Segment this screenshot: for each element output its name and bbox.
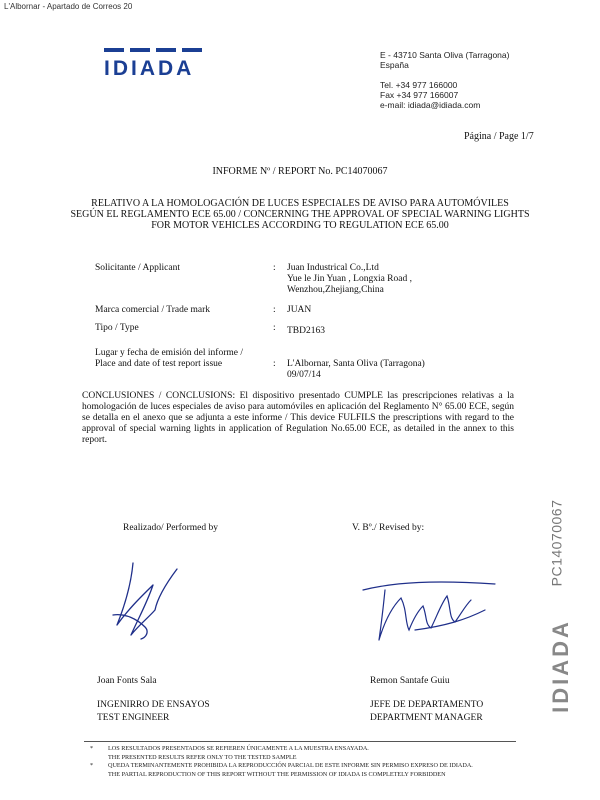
applicant-address-line: Yue le Jin Yuan , Longxia Road , bbox=[287, 274, 412, 284]
side-stamp bbox=[540, 490, 590, 720]
logo-text: IDIADA bbox=[104, 57, 195, 80]
performer-name: Joan Fonts Sala bbox=[97, 676, 157, 686]
top-caption: L'Albornar - Apartado de Correos 20 bbox=[4, 2, 133, 11]
footer-note-line: QUEDA TERMINANTEMENTE PROHIBIDA LA REPRODUCCIÓN PARCIAL DE ESTE INFORME SIN PERMISO EXPRESO DE IDIADA. bbox=[108, 762, 473, 769]
report-title: INFORME Nº / REPORT No. PC14070067 bbox=[212, 166, 388, 177]
fax-line: Fax +34 977 166007 bbox=[380, 90, 459, 100]
subject-line: RELATIVO A LA HOMOLOGACIÓN DE LUCES ESPECIALES DE AVISO PARA AUTOMÓVILES bbox=[91, 198, 509, 209]
subject-line: SEGÚN EL REGLAMENTO ECE 65.00 / CONCERNING THE APPROVAL OF SPECIAL WARNING LIGHTS bbox=[70, 209, 530, 220]
issue-place: L'Albornar, Santa Oliva (Tarragona) bbox=[287, 359, 425, 369]
type-label: Tipo / Type bbox=[95, 323, 139, 333]
performer-title-en: TEST ENGINEER bbox=[97, 713, 170, 723]
applicant-address-line: Wenzhou,Zhejiang,China bbox=[287, 285, 384, 295]
applicant-name: Juan Industrical Co.,Ltd bbox=[287, 263, 379, 273]
type-colon: : bbox=[273, 323, 276, 333]
side-logo bbox=[547, 608, 582, 718]
applicant-value bbox=[287, 263, 412, 296]
trade-mark-colon: : bbox=[273, 305, 276, 315]
side-reference-text: PC14070067 bbox=[548, 499, 565, 587]
footer-note bbox=[90, 745, 473, 762]
issue-place-label-line: Place and date of test report issue bbox=[95, 359, 223, 369]
applicant-colon: : bbox=[273, 263, 276, 273]
footnote-marker: * bbox=[90, 762, 94, 769]
performed-by-label: Realizado/ Performed by bbox=[123, 523, 218, 533]
footer-divider bbox=[84, 741, 516, 742]
trade-mark-label: Marca comercial / Trade mark bbox=[95, 305, 211, 315]
address-block bbox=[380, 50, 509, 110]
performer-title-es: INGENIRRO DE ENSAYOS bbox=[97, 700, 210, 710]
report-subject bbox=[60, 198, 540, 231]
conclusions-paragraph: CONCLUSIONES / CONCLUSIONS: El dispositivo presentado CUMPLE las prescripciones relativas a la homologación de luces especiales de aviso para automóviles en aplicación del Reglamento N° 65.00 ECE, según se detalla en el anexo que se adjunta a este informe / This device FULFILS the prescriptions with regard to the approval of special warning lights in application of Regulation No.65.00 ECE, as detailed in the annex to this report. bbox=[82, 391, 514, 445]
logo-dots bbox=[104, 48, 224, 54]
reviser-title-es: JEFE DE DEPARTAMENTO bbox=[370, 700, 484, 710]
email-line: e-mail: idiada@idiada.com bbox=[380, 100, 481, 110]
issue-place-colon: : bbox=[273, 359, 276, 369]
revised-by-label: V. Bº./ Revised by: bbox=[352, 523, 425, 533]
trade-mark-value: JUAN bbox=[287, 305, 312, 315]
footnote-marker: * bbox=[90, 745, 94, 752]
subject-line: FOR MOTOR VEHICLES ACCORDING TO REGULATION ECE 65.00 bbox=[151, 220, 449, 231]
footer-note bbox=[90, 762, 473, 779]
performer-signature bbox=[95, 555, 205, 645]
applicant-label: Solicitante / Applicant bbox=[95, 263, 180, 273]
footer-note-line: THE PARTIAL REPRODUCTION OF THIS REPORT WITHOUT THE PERMISSION OF IDIADA IS COMPLETELY FORBIDDEN bbox=[108, 770, 446, 778]
address-line bbox=[380, 70, 509, 80]
side-logo-text: IDIADA bbox=[547, 619, 573, 713]
issue-date: 09/07/14 bbox=[287, 370, 321, 380]
footer-note-line: THE PRESENTED RESULTS REFER ONLY TO THE TESTED SAMPLE bbox=[108, 753, 297, 761]
reviser-title-en: DEPARTMENT MANAGER bbox=[370, 713, 483, 723]
address-line: España bbox=[380, 60, 409, 70]
reviser-title bbox=[370, 699, 483, 725]
idiada-logo bbox=[104, 48, 224, 80]
page-number: Página / Page 1/7 bbox=[464, 131, 534, 142]
type-value: TBD2163 bbox=[287, 326, 325, 336]
issue-place-label bbox=[95, 348, 243, 370]
performer-title bbox=[97, 699, 210, 725]
reviser-signature bbox=[355, 560, 505, 650]
issue-place-label-line: Lugar y fecha de emisión del informe / bbox=[95, 348, 243, 358]
phone-line: Tel. +34 977 166000 bbox=[380, 80, 458, 90]
side-reference bbox=[548, 490, 578, 600]
issue-place-value bbox=[287, 359, 425, 381]
address-line: E - 43710 Santa Oliva (Tarragona) bbox=[380, 50, 510, 60]
footer-note-line: LOS RESULTADOS PRESENTADOS SE REFIEREN ÚNICAMENTE A LA MUESTRA ENSAYADA. bbox=[108, 745, 369, 752]
footer-notes bbox=[90, 745, 473, 779]
reviser-name: Remon Santafe Guiu bbox=[370, 676, 450, 686]
